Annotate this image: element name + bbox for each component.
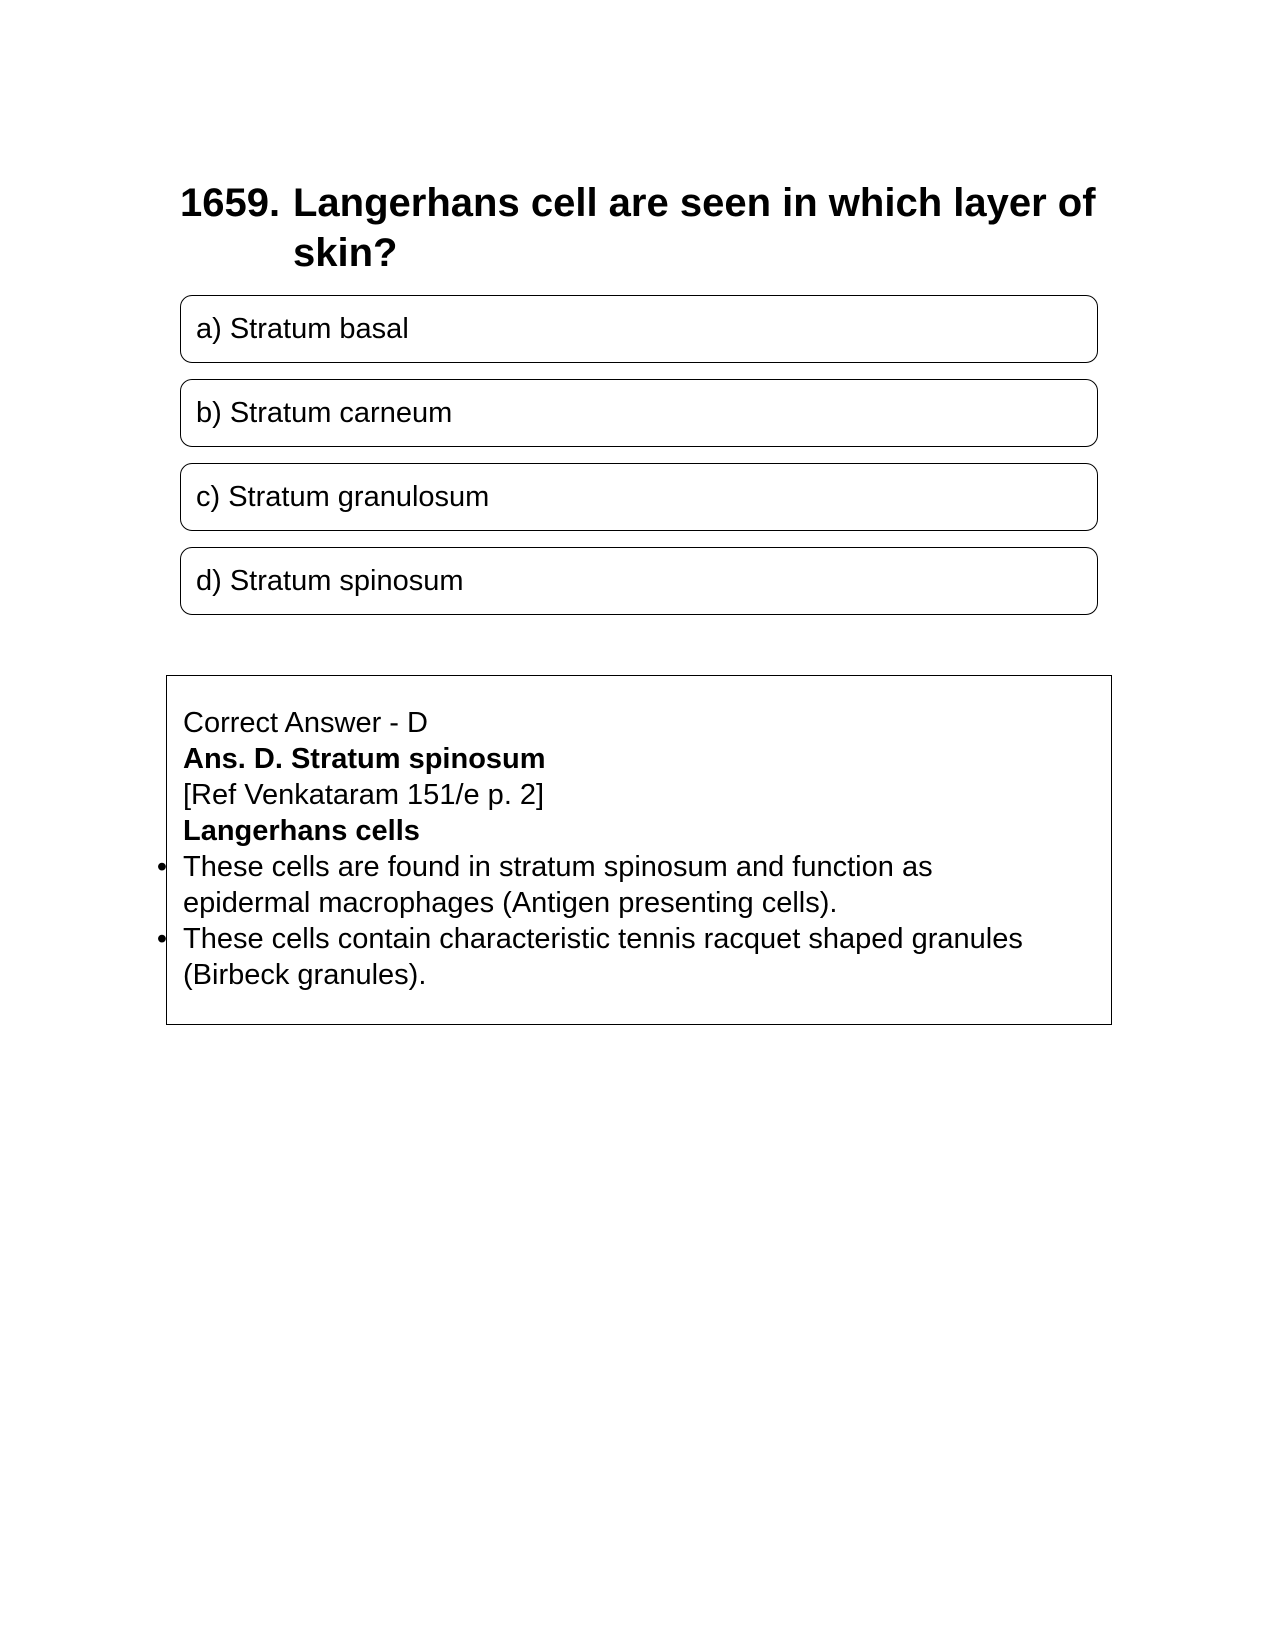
options-list (180, 295, 1098, 631)
answer-line: Ans. D. Stratum spinosum (183, 743, 546, 775)
list-item (156, 849, 1111, 921)
correct-answer-line: Correct Answer - D (183, 707, 428, 739)
question-number: 1659. (180, 181, 281, 225)
option-d[interactable]: d) Stratum spinosum (180, 547, 1098, 615)
reference-line: [Ref Venkataram 151/e p. 2] (183, 779, 545, 811)
option-b[interactable]: b) Stratum carneum (180, 379, 1098, 447)
bullet-icon: • (156, 923, 168, 955)
explanation-bullets (156, 849, 1111, 993)
question (180, 178, 1100, 278)
answer-explanation-box (156, 675, 1112, 1025)
option-a[interactable]: a) Stratum basal (180, 295, 1098, 363)
bullet-text-line: These cells are found in stratum spinosum and function as (183, 851, 933, 883)
question-text: Langerhans cell are seen in which layer of skin? (293, 181, 1096, 275)
bullet-text-line: epidermal macrophages (Antigen presenting cells). (183, 887, 838, 919)
bullet-icon: • (156, 851, 168, 883)
explanation-heading: Langerhans cells (183, 815, 420, 847)
bullet-text-line: These cells contain characteristic tennis racquet shaped granules (183, 923, 1023, 955)
list-item (156, 921, 1111, 993)
option-c[interactable]: c) Stratum granulosum (180, 463, 1098, 531)
bullet-text-line: (Birbeck granules). (183, 959, 427, 991)
